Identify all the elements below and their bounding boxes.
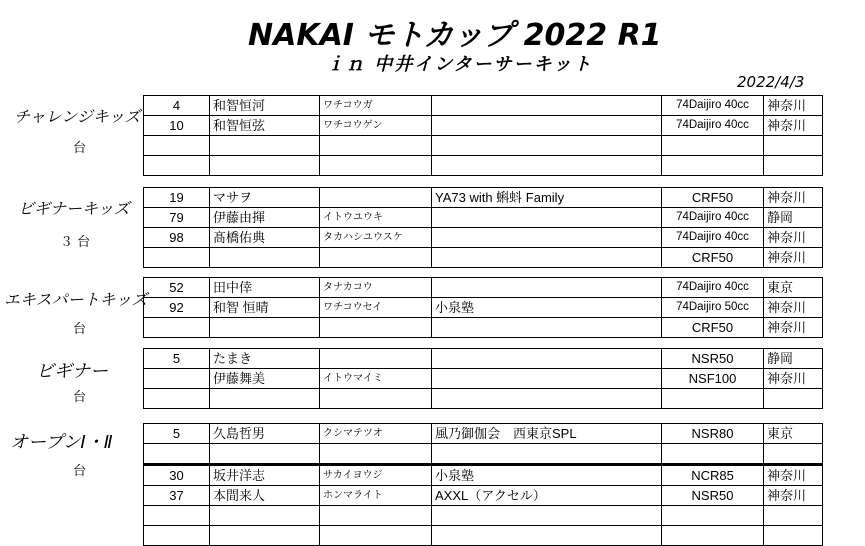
team-cell: YA73 with 蝌蚪 Family — [432, 188, 662, 208]
machine-cell: NSR80 — [662, 424, 764, 444]
team-cell — [432, 208, 662, 228]
prefecture-cell — [764, 389, 823, 409]
rider-kana-cell — [320, 188, 432, 208]
machine-cell — [662, 526, 764, 546]
team-cell — [432, 96, 662, 116]
rider-name-cell: マサヲ — [210, 188, 320, 208]
bib-number-cell: 52 — [144, 278, 210, 298]
team-cell: 風乃御伽会 西東京SPL — [432, 424, 662, 444]
rider-name-cell: 伊藤舞美 — [210, 369, 320, 389]
prefecture-cell — [764, 506, 823, 526]
rider-kana-cell — [320, 506, 432, 526]
team-cell — [432, 526, 662, 546]
bib-number-cell — [144, 318, 210, 338]
rider-kana-cell — [320, 389, 432, 409]
prefecture-cell: 神奈川 — [764, 298, 823, 318]
category-count: 台 — [73, 141, 87, 156]
category-count: 台 — [73, 464, 87, 479]
bib-number-cell — [144, 389, 210, 409]
rider-kana-cell: クシマテツオ — [320, 424, 432, 444]
machine-cell: 74Daijiro 40cc — [662, 228, 764, 248]
table-row — [144, 349, 823, 369]
category-name: チャレンジキッズ — [14, 107, 141, 126]
team-cell — [432, 318, 662, 338]
rider-name-cell: 久島哲男 — [210, 424, 320, 444]
category-name: オープンⅠ・Ⅱ — [10, 432, 113, 453]
category-name: エキスパートキッズ — [4, 290, 148, 309]
rider-name-cell: 和智恒弦 — [210, 116, 320, 136]
table-row — [144, 465, 823, 486]
prefecture-cell — [764, 526, 823, 546]
bib-number-cell: 10 — [144, 116, 210, 136]
rider-name-cell — [210, 526, 320, 546]
bib-number-cell: 19 — [144, 188, 210, 208]
team-cell — [432, 389, 662, 409]
table-row — [144, 486, 823, 506]
category-count: 台 — [73, 390, 87, 405]
table-row — [144, 444, 823, 465]
rider-name-cell — [210, 318, 320, 338]
team-cell — [432, 248, 662, 268]
machine-cell: NSR50 — [662, 486, 764, 506]
category-name: ビギナー — [36, 361, 108, 382]
prefecture-cell — [764, 136, 823, 156]
table-row — [144, 116, 823, 136]
rider-kana-cell: タカハシユウスケ — [320, 228, 432, 248]
rider-kana-cell — [320, 444, 432, 465]
machine-cell: NSR50 — [662, 349, 764, 369]
rider-name-cell: 和智恒河 — [210, 96, 320, 116]
bib-number-cell: 30 — [144, 465, 210, 486]
prefecture-cell: 神奈川 — [764, 228, 823, 248]
bib-number-cell: 37 — [144, 486, 210, 506]
table-row — [144, 156, 823, 176]
rider-name-cell — [210, 156, 320, 176]
team-cell — [432, 156, 662, 176]
prefecture-cell: 神奈川 — [764, 96, 823, 116]
table-row — [144, 278, 823, 298]
rider-name-cell: たまき — [210, 349, 320, 369]
machine-cell: 74Daijiro 40cc — [662, 208, 764, 228]
rider-kana-cell: ワチコウゲン — [320, 116, 432, 136]
table-row — [144, 188, 823, 208]
bib-number-cell: 92 — [144, 298, 210, 318]
rider-name-cell — [210, 506, 320, 526]
machine-cell — [662, 156, 764, 176]
prefecture-cell: 神奈川 — [764, 486, 823, 506]
team-cell — [432, 349, 662, 369]
table-row — [144, 389, 823, 409]
rider-kana-cell: イトウマイミ — [320, 369, 432, 389]
rider-kana-cell — [320, 136, 432, 156]
prefecture-cell: 神奈川 — [764, 369, 823, 389]
machine-cell — [662, 506, 764, 526]
rider-kana-cell — [320, 349, 432, 369]
table-row — [144, 248, 823, 268]
rider-kana-cell: ワチコウガ — [320, 96, 432, 116]
machine-cell: 74Daijiro 40cc — [662, 116, 764, 136]
prefecture-cell: 静岡 — [764, 349, 823, 369]
prefecture-cell: 神奈川 — [764, 188, 823, 208]
rider-kana-cell — [320, 156, 432, 176]
rider-name-cell — [210, 444, 320, 465]
team-cell — [432, 369, 662, 389]
team-cell — [432, 444, 662, 465]
prefecture-cell: 東京 — [764, 424, 823, 444]
bib-number-cell — [144, 156, 210, 176]
bib-number-cell: 5 — [144, 349, 210, 369]
machine-cell — [662, 444, 764, 465]
rider-name-cell — [210, 248, 320, 268]
machine-cell: CRF50 — [662, 188, 764, 208]
prefecture-cell: 神奈川 — [764, 465, 823, 486]
machine-cell: 74Daijiro 40cc — [662, 278, 764, 298]
bib-number-cell — [144, 136, 210, 156]
prefecture-cell — [764, 444, 823, 465]
rider-name-cell — [210, 389, 320, 409]
entry-table — [143, 423, 823, 546]
rider-kana-cell — [320, 318, 432, 338]
entry-table — [143, 187, 823, 268]
rider-name-cell: 髙橋佑典 — [210, 228, 320, 248]
machine-cell: CRF50 — [662, 248, 764, 268]
machine-cell: 74Daijiro 50cc — [662, 298, 764, 318]
rider-name-cell: 和智 恒晴 — [210, 298, 320, 318]
machine-cell: CRF50 — [662, 318, 764, 338]
category-count: ３ 台 — [60, 235, 91, 250]
rider-kana-cell — [320, 526, 432, 546]
team-cell — [432, 116, 662, 136]
prefecture-cell: 神奈川 — [764, 318, 823, 338]
team-cell: 小泉塾 — [432, 298, 662, 318]
bib-number-cell: 5 — [144, 424, 210, 444]
prefecture-cell — [764, 156, 823, 176]
bib-number-cell — [144, 369, 210, 389]
page-subtitle: ｉｎ 中井インターサーキット — [326, 54, 594, 75]
rider-kana-cell: イトウユウキ — [320, 208, 432, 228]
machine-cell: NCR85 — [662, 465, 764, 486]
event-date: 2022/4/3 — [737, 73, 805, 91]
bib-number-cell — [144, 248, 210, 268]
entry-table — [143, 277, 823, 338]
rider-kana-cell: ホンマライト — [320, 486, 432, 506]
team-cell — [432, 278, 662, 298]
table-row — [144, 318, 823, 338]
entry-table — [143, 348, 823, 409]
table-row — [144, 424, 823, 444]
team-cell — [432, 506, 662, 526]
rider-kana-cell — [320, 248, 432, 268]
team-cell — [432, 228, 662, 248]
bib-number-cell — [144, 444, 210, 465]
machine-cell — [662, 389, 764, 409]
rider-kana-cell: ワチコウセイ — [320, 298, 432, 318]
team-cell — [432, 136, 662, 156]
table-row — [144, 96, 823, 116]
machine-cell — [662, 136, 764, 156]
table-row — [144, 506, 823, 526]
bib-number-cell: 79 — [144, 208, 210, 228]
rider-name-cell: 伊藤由揮 — [210, 208, 320, 228]
bib-number-cell — [144, 526, 210, 546]
table-row — [144, 208, 823, 228]
table-row — [144, 369, 823, 389]
prefecture-cell: 神奈川 — [764, 116, 823, 136]
prefecture-cell: 東京 — [764, 278, 823, 298]
prefecture-cell: 静岡 — [764, 208, 823, 228]
table-row — [144, 526, 823, 546]
team-cell: 小泉塾 — [432, 465, 662, 486]
rider-kana-cell: サカイヨウジ — [320, 465, 432, 486]
rider-name-cell: 田中倖 — [210, 278, 320, 298]
rider-kana-cell: タナカコウ — [320, 278, 432, 298]
category-name: ビギナーキッズ — [18, 199, 130, 218]
table-row — [144, 136, 823, 156]
bib-number-cell: 4 — [144, 96, 210, 116]
bib-number-cell: 98 — [144, 228, 210, 248]
prefecture-cell: 神奈川 — [764, 248, 823, 268]
category-count: 台 — [73, 322, 87, 337]
rider-name-cell: 坂井洋志 — [210, 465, 320, 486]
rider-name-cell: 本間来人 — [210, 486, 320, 506]
table-row — [144, 228, 823, 248]
rider-name-cell — [210, 136, 320, 156]
machine-cell: 74Daijiro 40cc — [662, 96, 764, 116]
bib-number-cell — [144, 506, 210, 526]
team-cell: AXXL（アクセル） — [432, 486, 662, 506]
page-title: NAKAI モトカップ 2022 R1 — [248, 18, 662, 53]
table-row — [144, 298, 823, 318]
entry-table — [143, 95, 823, 176]
machine-cell: NSF100 — [662, 369, 764, 389]
